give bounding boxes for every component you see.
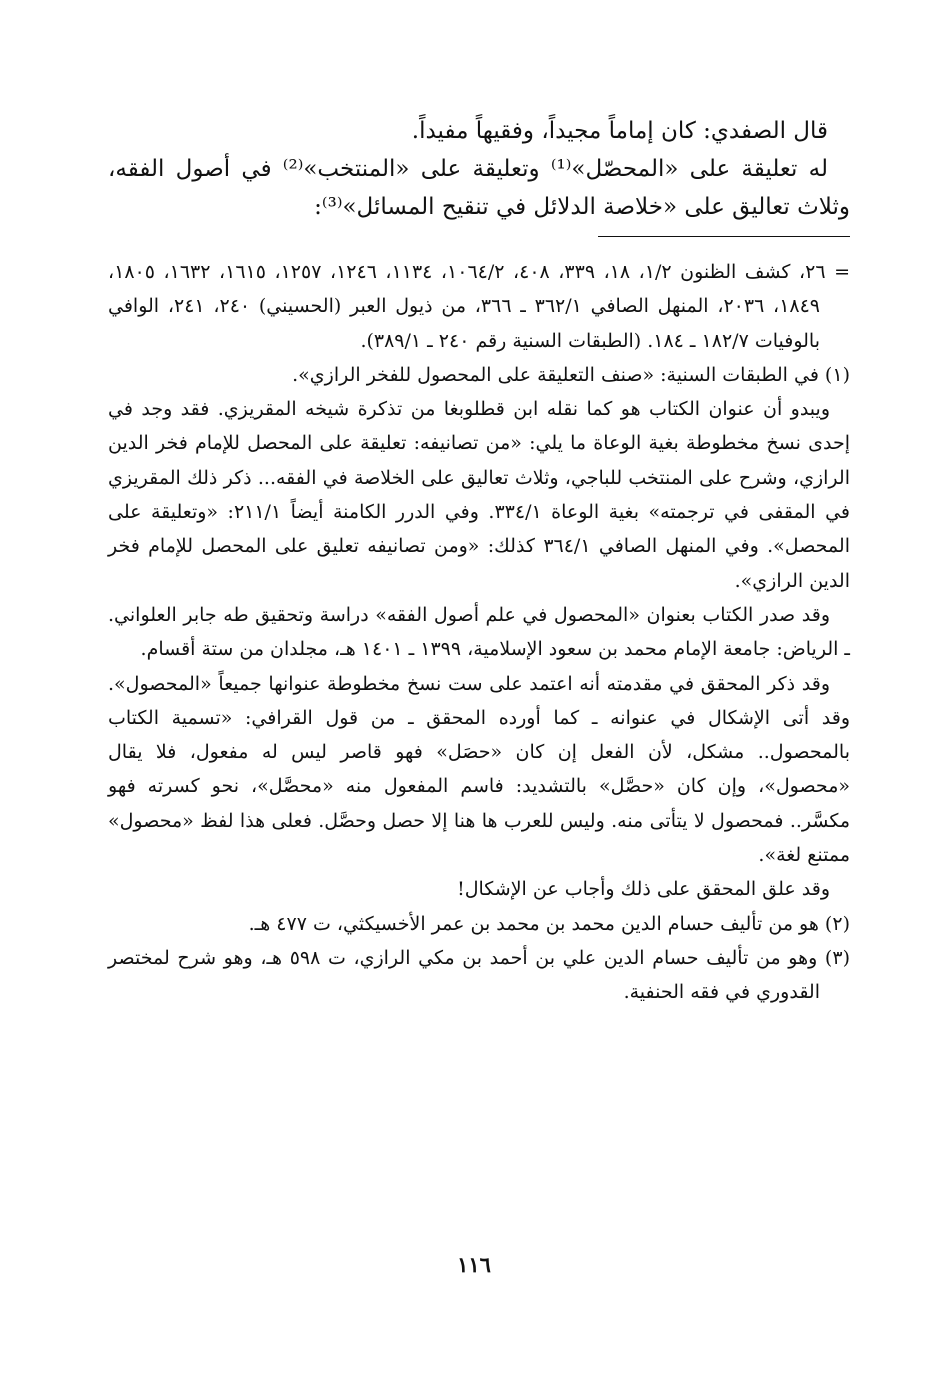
main-paragraph-1: قال الصفدي: كان إماماً مجيداً، وفقيهاً مفيداً.	[411, 118, 828, 144]
main-text	[108, 112, 850, 226]
footnote-1-paragraph-2: ويبدو أن عنوان الكتاب هو كما نقله ابن قطلوبغا من تذكرة شيخه المقريزي. فقد وجد في إحدى نسخ مخطوطة بغية الوعاة ما يلي: «من تصانيفه: تعليقة على المحصل للإمام فخر الدين الرازي، وشرح على المنتخب للباجي، وثلاث تعاليق على الخلاصة في الفقه... ذكر ذلك المقريزي في المقفى في ترجمته» بغية الوعاة ٣٣٤/١. وفي الدرر الكامنة أيضاً ٢١١/١: «وتعليقة على المحصل». وفي المنهل الصافي ٣٦٤/١ كذلك: «ومن تصانيفه تعليق على المحصل للإمام فخر الدين الرازي».	[108, 398, 850, 592]
footnote-3: (٣) وهو من تأليف حسام الدين علي بن أحمد بن مكي الرازي، ت ٥٩٨ هـ، وهو شرح لمختصر القدوري في فقه الحنفية.	[108, 946, 850, 1004]
footnote-1-paragraph-3: وقد صدر الكتاب بعنوان «المحصول في علم أصول الفقه» دراسة وتحقيق طه جابر العلواني. ـ الرياض: جامعة الإمام محمد بن سعود الإسلامية، ١٣٩٩ ـ ١٤٠١ هـ، مجلدان من ستة أقسام.	[108, 603, 850, 661]
footnote-continuation: = ٢٦، كشف الظنون ١/٢، ١٨، ٣٣٩، ٤٠٨، ١٠٦٤/٢، ١١٣٤، ١٢٤٦، ١٢٥٧، ١٦١٥، ١٦٣٢، ١٨٠٥، ١٨٤٩، ٢٠٣٦، المنهل الصافي ٣٦٢/١ ـ ٣٦٦، من ذيول العبر (الحسيني) ٢٤٠، ٢٤١، الوافي بالوفيات ١٨٢/٧ ـ ١٨٤. (الطبقات السنية رقم ٢٤٠ ـ ٣٨٩/١).	[108, 261, 850, 352]
page-body	[108, 112, 850, 1010]
footnote-1-paragraph-4: وقد ذكر المحقق في مقدمته أنه اعتمد على ست نسخ مخطوطة عنوانها جميعاً «المحصول». وقد أتى الإشكال في عنوانه ـ كما أورده المحقق ـ من قول القرافي: «تسمية الكتاب بالمحصول.. مشكل، لأن الفعل إن كان «حصَل» فهو قاصر ليس له مفعول، فلا يقال «محصول»، وإن كان «حصَّل» بالتشديد: فاسم المفعول منه «محصَّل»، نحو كسرته فهو مكسَّر.. فمحصول لا يتأتى منه. وليس للعرب ها هنا إلا حصل وحصَّل. فعلى هذا لفظ «محصول» ممتنع لغة».	[108, 672, 850, 867]
main-paragraph-2: له تعليقة على «المحصّل»⁽¹⁾ وتعليقة على «المنتخب»⁽²⁾ في أصول الفقه، وثلاث تعاليق على «خلاصة الدلائل في تنقيح المسائل»⁽³⁾:	[108, 156, 850, 220]
footnotes	[108, 255, 850, 1010]
page-number: ١١٦	[457, 1252, 491, 1277]
footnote-1: (١) في الطبقات السنية: «صنف التعليقة على المحصول للفخر الرازي».	[292, 363, 850, 386]
footnote-1-paragraph-5: وقد علق المحقق على ذلك وأجاب عن الإشكال!	[457, 878, 830, 901]
footnote-separator	[598, 236, 850, 237]
footnote-2: (٢) هو من تأليف حسام الدين محمد بن محمد بن عمر الأخسيكثي، ت ٤٧٧ هـ.	[248, 912, 850, 935]
